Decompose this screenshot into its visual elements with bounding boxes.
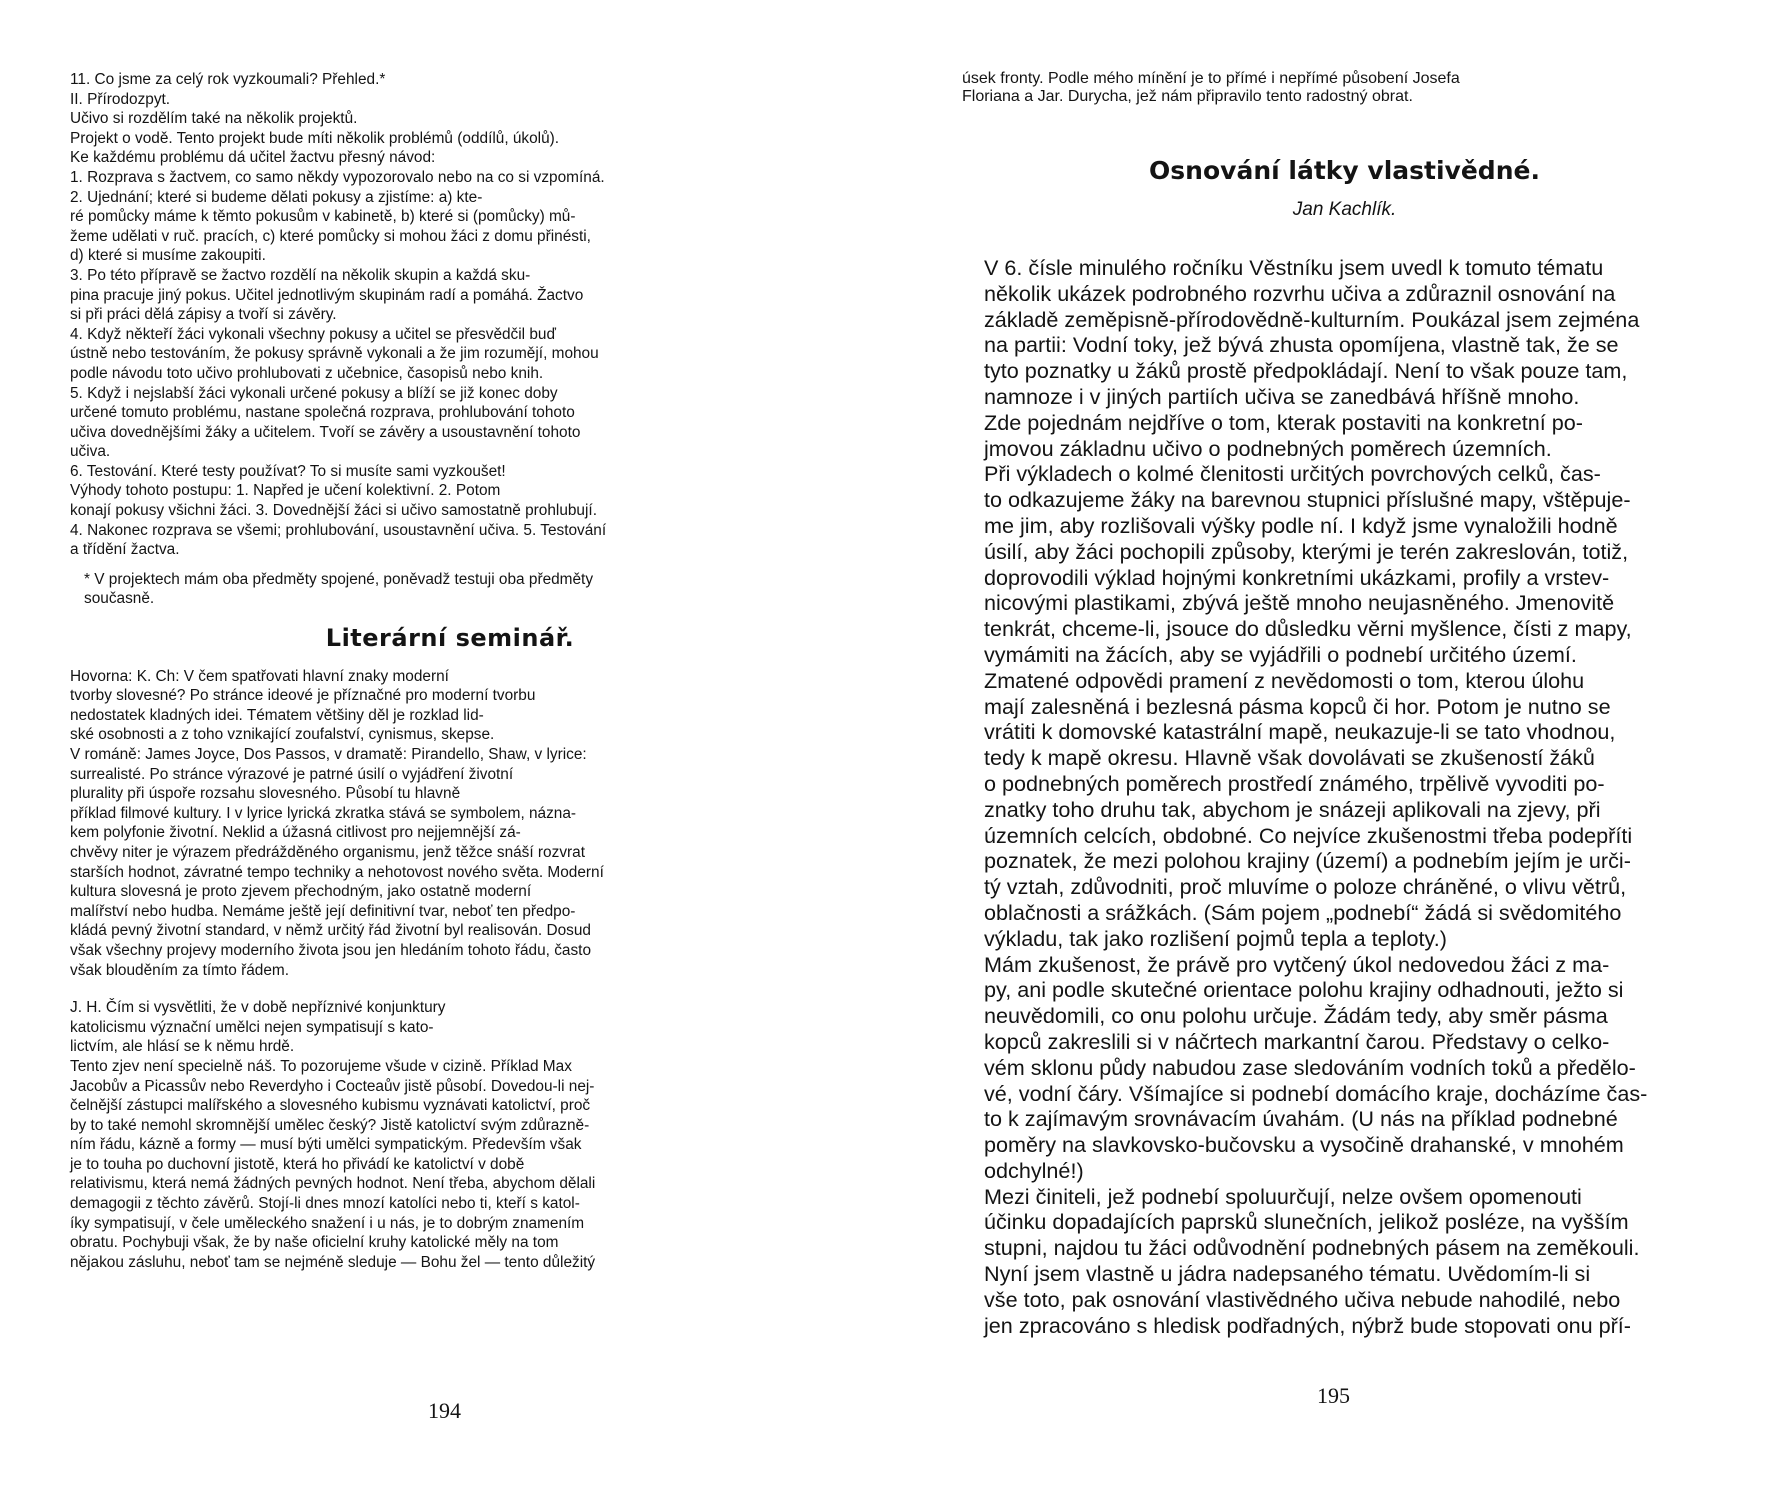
text-line: o podnebných poměrech prostředí známého, trpělivě vyvoditi po-	[984, 770, 1605, 796]
text-line: Hovorna: K. Ch: V čem spatřovati hlavní znaky moderní	[70, 667, 449, 685]
text-line: znatky toho druhu tak, abychom je snázeji aplikovali na zjevy, při	[984, 796, 1601, 822]
paragraph	[962, 255, 1727, 410]
text-line: obratu. Pochybuji však, že by naše oficielní kruhy katolické měly na tom	[70, 1234, 559, 1252]
paragraph	[70, 1057, 830, 1273]
text-line: tvorby slovesné? Po stránce ideové je příznačné pro moderní tvorbu	[70, 687, 536, 705]
page-number: 194	[428, 1398, 461, 1423]
text-line: vém sklonu půdy nabudou zase sledováním vodních toků a předělo-	[984, 1054, 1636, 1080]
text-line: 4. Nakonec rozprava se všemi; prohlubování, usoustavnění učiva. 5. Testování	[70, 521, 607, 539]
paragraph	[962, 1184, 1727, 1261]
text-line: vše toto, pak osnování vlastivědného učiva nebude nahodilé, nebo	[984, 1286, 1621, 1312]
text-line: to odkazujeme žáky na barevnou stupnici příslušné mapy, vštěpuje-	[984, 487, 1631, 513]
text-line: konají pokusy všichni žáci. 3. Dovednější žáci si učivo samostatně prohlubují.	[70, 502, 597, 520]
text-line: demagogii z těchto závěrů. Stojí-li dnes mnozí katolíci nebo ti, kteří s katol-	[70, 1195, 580, 1213]
right-column	[962, 70, 1727, 1338]
text-line: katolicismu význační umělci nejen sympatisují s kato-	[70, 1018, 434, 1036]
text-line: malířství nebo hudba. Nemáme ještě její definitivní tvar, neboť ten předpo-	[70, 902, 576, 920]
text-line: a třídění žactva.	[70, 541, 180, 559]
text-line: py, ani podle skutečné orientace polohu krajiny odhadnouti, ježto si	[984, 977, 1624, 1003]
text-line: ústně nebo testováním, že pokusy správně vykonali a že jim rozumějí, mohou	[70, 345, 599, 363]
text-line: plurality při úspoře rozsahu slovesného. Působí tu hlavně	[70, 785, 461, 803]
text-line: * V projektech mám oba předměty spojené, poněvadž testuji oba předměty	[84, 570, 594, 588]
spacer	[70, 980, 830, 998]
text-line: Ke každému problému dá učitel žactvu přesný návod:	[70, 149, 436, 167]
text-line: 11. Co jsme za celý rok vyzkoumali? Přehled.*	[70, 71, 386, 88]
text-line: několik ukázek podrobného rozvrhu učiva a zdůraznil osnování na	[984, 280, 1616, 306]
text-line: neuvědomili, co onu polohu určuje. Žádám tedy, aby směr pásma	[984, 1003, 1608, 1029]
text-line: jen zpracováno s hledisk podřadných, nýbrž bude stopovati onu pří-	[984, 1312, 1632, 1338]
text-line: Při výkladech o kolmé členitosti určitých povrchových celků, čas-	[984, 461, 1601, 487]
text-line: ré pomůcky máme k těmto pokusům v kabinetě, b) které si (pomůcky) mů-	[70, 208, 576, 226]
text-line: úsek fronty. Podle mého mínění je to přímé i nepřímé působení Josefa	[962, 70, 1460, 87]
paragraph	[962, 668, 1727, 952]
text-line: úsilí, aby žáci pochopili způsoby, kterými je terén zakreslován, totiž,	[984, 538, 1629, 564]
text-line: oblačnosti a srážkách. (Sám pojem „podnebí“ žádá si svědomitého	[984, 899, 1622, 925]
text-line: podle návodu toto učivo prohlubovati z učebnice, časopisů nebo knih.	[70, 364, 544, 382]
text-line: nedostatek kladných idei. Tématem většiny děl je rozklad lid-	[70, 706, 484, 724]
text-line: stupni, najdou tu žáci odůvodnění podnebných pásem na zeměkouli.	[984, 1235, 1640, 1261]
text-line: Nyní jsem vlastně u jádra nadepsaného tématu. Uvědomím-li si	[984, 1261, 1591, 1287]
text-line: žeme udělati v ruč. pracích, c) které pomůcky si mohou žáci z domu přinésti,	[70, 227, 591, 245]
text-line: me jim, aby rozlišovali výšky podle ní. I když jsme vynaložili hodně	[984, 512, 1618, 538]
text-line: výkladu, tak jako rozlišení pojmů tepla a teploty.)	[984, 925, 1447, 951]
text-line: 5. Když i nejslabší žáci vykonali určené pokusy a blíží se již konec doby	[70, 384, 558, 402]
text-line: d) které si musíme zakoupiti.	[70, 247, 266, 265]
article-author: Jan Kachlík.	[1292, 199, 1397, 220]
text-line: namnoze i v jiných partiích učiva se zanedbává hříšně mnoho.	[984, 383, 1580, 409]
text-line: však blouděním za tímto řádem.	[70, 961, 289, 979]
text-line: čelnější zástupci malířského a slovesného kubismu vyznávati katolictví, proč	[70, 1097, 591, 1115]
text-line: Jacobův a Picassův nebo Reverdyho i Cocteaův jistě působí. Dovedou-li nej-	[70, 1077, 595, 1095]
text-line: kládá pevný životní standard, v němž určitý řád životní byl realisován. Dosud	[70, 922, 591, 940]
text-line: II. Přírodozpyt.	[70, 90, 171, 108]
text-line: 6. Testování. Které testy používat? To si musíte sami vyzkoušet!	[70, 462, 506, 480]
page-number: 195	[1317, 1383, 1350, 1408]
text-line: tý vztah, zdůvodniti, proč mluvíme o poloze chráněné, o vlivu větrů,	[984, 874, 1627, 900]
text-line: nicovými plastikami, zbývá ještě mnoho neujasněného. Jmenovitě	[984, 590, 1615, 616]
text-line: mají zalesněná i bezlesná pásma kopců či hor. Potom je nutno se	[984, 693, 1611, 719]
text-line: 2. Ujednání; které si budeme dělati pokusy a zjistíme: a) kte-	[70, 188, 483, 206]
text-line: jmovou základnu učivo o podnebných poměrech územních.	[984, 435, 1552, 461]
text-line: odchylné!)	[984, 1157, 1084, 1183]
paragraph	[962, 952, 1727, 1184]
text-line: tedy k mapě okresu. Hlavně však dovolávati se zkušeností žáků	[984, 745, 1595, 771]
paragraph	[962, 1261, 1727, 1338]
outline-block	[70, 70, 830, 560]
text-line: vé, vodní čáry. Všímajíce si podnebí domácího kraje, docházíme čas-	[984, 1080, 1648, 1106]
text-line: ské osobnosti a z toho vznikající zoufalství, cynismus, skepse.	[70, 726, 495, 744]
text-line: Mám zkušenost, že právě pro vytčený úkol nedovedou žáci z ma-	[984, 951, 1610, 977]
text-line: to k zajímavým srovnávacím úvahám. (U nás na příklad podnebné	[984, 1106, 1618, 1132]
text-line: Floriana a Jar. Durycha, jež nám připravilo tento radostný obrat.	[962, 88, 1413, 105]
text-line: Mezi činiteli, jež podnebí spoluurčují, nelze ovšem opomenouti	[984, 1183, 1582, 1209]
text-line: Učivo si rozdělím také na několik projektů.	[70, 110, 358, 128]
text-line: je to touha po duchovní jistotě, která ho přivádí ke katolictví v době	[70, 1155, 525, 1173]
continuation-note	[962, 70, 1727, 106]
text-line: V 6. čísle minulého ročníku Věstníku jsem uvedl k tomuto tématu	[984, 255, 1604, 280]
text-line: Projekt o vodě. Tento projekt bude míti několik problémů (oddílů, úkolů).	[70, 129, 560, 147]
text-line: příklad filmové kultury. I v lyrice lyrická zkratka stává se symbolem, názna-	[70, 804, 577, 822]
text-line: kem polyfonie životní. Neklid a úžasná citlivost pro nejjemnější zá-	[70, 824, 521, 842]
text-line: kopců zakreslili si v náčrtech markantní čarou. Představy o celko-	[984, 1028, 1610, 1054]
paragraph	[70, 667, 830, 981]
footnote	[70, 570, 830, 609]
article-title: Osnování látky vlastivědné.	[1149, 156, 1540, 185]
text-line: vymámiti na žácích, aby se vyjádřili o podnebí určitého území.	[984, 641, 1577, 667]
text-line: V románě: James Joyce, Dos Passos, v dramatě: Pirandello, Shaw, v lyrice:	[70, 746, 587, 763]
text-line: účinku dopadajících paprsků slunečních, jelikož posléze, na vyšším	[984, 1209, 1629, 1235]
text-line: určené tomuto problému, nastane společná rozprava, prohlubování tohoto	[70, 404, 575, 422]
text-line: si při práci dělá zápisy a tvoří si závěry.	[70, 306, 337, 324]
text-line: nějakou zásluhu, neboť tam se nejméně sleduje — Bohu žel — tento důležitý	[70, 1253, 596, 1271]
text-line: územních celcích, obdobné. Co nejvíce zkušenostmi třeba podepříti	[984, 822, 1633, 848]
text-line: tenkrát, chceme-li, jsouce do důsledku věrni myšlence, čísti z mapy,	[984, 616, 1632, 642]
text-line: učiva dovednějšími žáky a učitelem. Tvoří se závěry a usoustavnění tohoto	[70, 423, 581, 441]
text-line: by to také nemohl skromnější umělec český? Jistě katolictví svým zdůrazně-	[70, 1116, 590, 1134]
text-line: Tento zjev není specielně náš. To pozorujeme všude v cizině. Příklad Max	[70, 1057, 572, 1075]
text-line: Zde pojednám nejdříve o tom, kterak postaviti na konkretní po-	[984, 409, 1583, 435]
text-line: doprovodili výklad hojnými konkretními ukázkami, profily a vrstev-	[984, 564, 1610, 590]
text-line: starších hodnot, závratné tempo techniky a nehotovost nového světa. Moderní	[70, 863, 604, 881]
text-line: surrealisté. Po stránce výrazové je patrné úsilí o vyjádření životní	[70, 765, 514, 783]
text-line: J. H. Čím si vysvětliti, že v době nepříznivé konjunktury	[70, 999, 446, 1017]
text-line: současně.	[84, 590, 155, 608]
text-line: vrátiti k domovské katastrální mapě, neukazuje-li se tato vhodnou,	[984, 719, 1616, 745]
article-body	[962, 255, 1727, 1338]
text-line: lictvím, ale hlásí se k němu hrdě.	[70, 1038, 295, 1056]
text-line: tyto poznatky u žáků prostě předpokládají. Není to však pouze tam,	[984, 358, 1628, 384]
text-line: ním řádu, kázně a formy — musí býti umělci sympatickým. Především však	[70, 1136, 582, 1154]
text-line: íky sympatisují, v čele uměleckého snažení i u nás, je to dobrým znamením	[70, 1214, 585, 1232]
text-line: základě zeměpisně-přírodovědně-kulturním. Poukázal jsem zejména	[984, 306, 1640, 332]
text-line: 4. Když někteří žáci vykonali všechny pokusy a učitel se přesvědčil buď	[70, 325, 556, 343]
text-line: Zmatené odpovědi pramení z nevědomosti o tom, kterou úlohu	[984, 667, 1585, 693]
text-line: poznatek, že mezi polohou krajiny (území) a podnebím jejím je urči-	[984, 848, 1631, 874]
text-line: Výhody tohoto postupu: 1. Napřed je učení kolektivní. 2. Potom	[70, 482, 501, 500]
text-line: 3. Po této přípravě se žactvo rozdělí na několik skupin a každá sku-	[70, 266, 531, 284]
text-line: relativismu, která nemá žádných pevných hodnot. Není třeba, abychom dělali	[70, 1175, 596, 1193]
text-line: na partii: Vodní toky, jež bývá zhusta opomíjena, vlastně tak, že se	[984, 332, 1619, 358]
paragraph	[962, 461, 1727, 667]
text-line: 1. Rozprava s žactvem, co samo někdy vypozorovalo nebo na co si vzpomíná.	[70, 168, 605, 186]
section-title: Literární seminář.	[325, 624, 575, 653]
right-page	[889, 0, 1778, 1500]
paragraph	[962, 410, 1727, 462]
text-line: pina pracuje jiný pokus. Učitel jednotlivým skupinám radí a pomáhá. Žactvo	[70, 286, 584, 304]
paragraph	[70, 998, 830, 1057]
text-line: však všechny projevy moderního života jsou jen hledáním tohoto řádu, často	[70, 941, 592, 959]
text-line: chvěvy niter je výrazem předrážděného organismu, jenž těžce snáší rozvrat	[70, 843, 585, 861]
left-column	[70, 70, 830, 1272]
text-line: poměry na slavkovsko-bučovsku a vysočině drahanské, v mnohém	[984, 1132, 1624, 1158]
text-line: učiva.	[70, 443, 111, 461]
text-line: kultura slovesná je proto zjevem přechodným, jako ostatně moderní	[70, 883, 532, 901]
